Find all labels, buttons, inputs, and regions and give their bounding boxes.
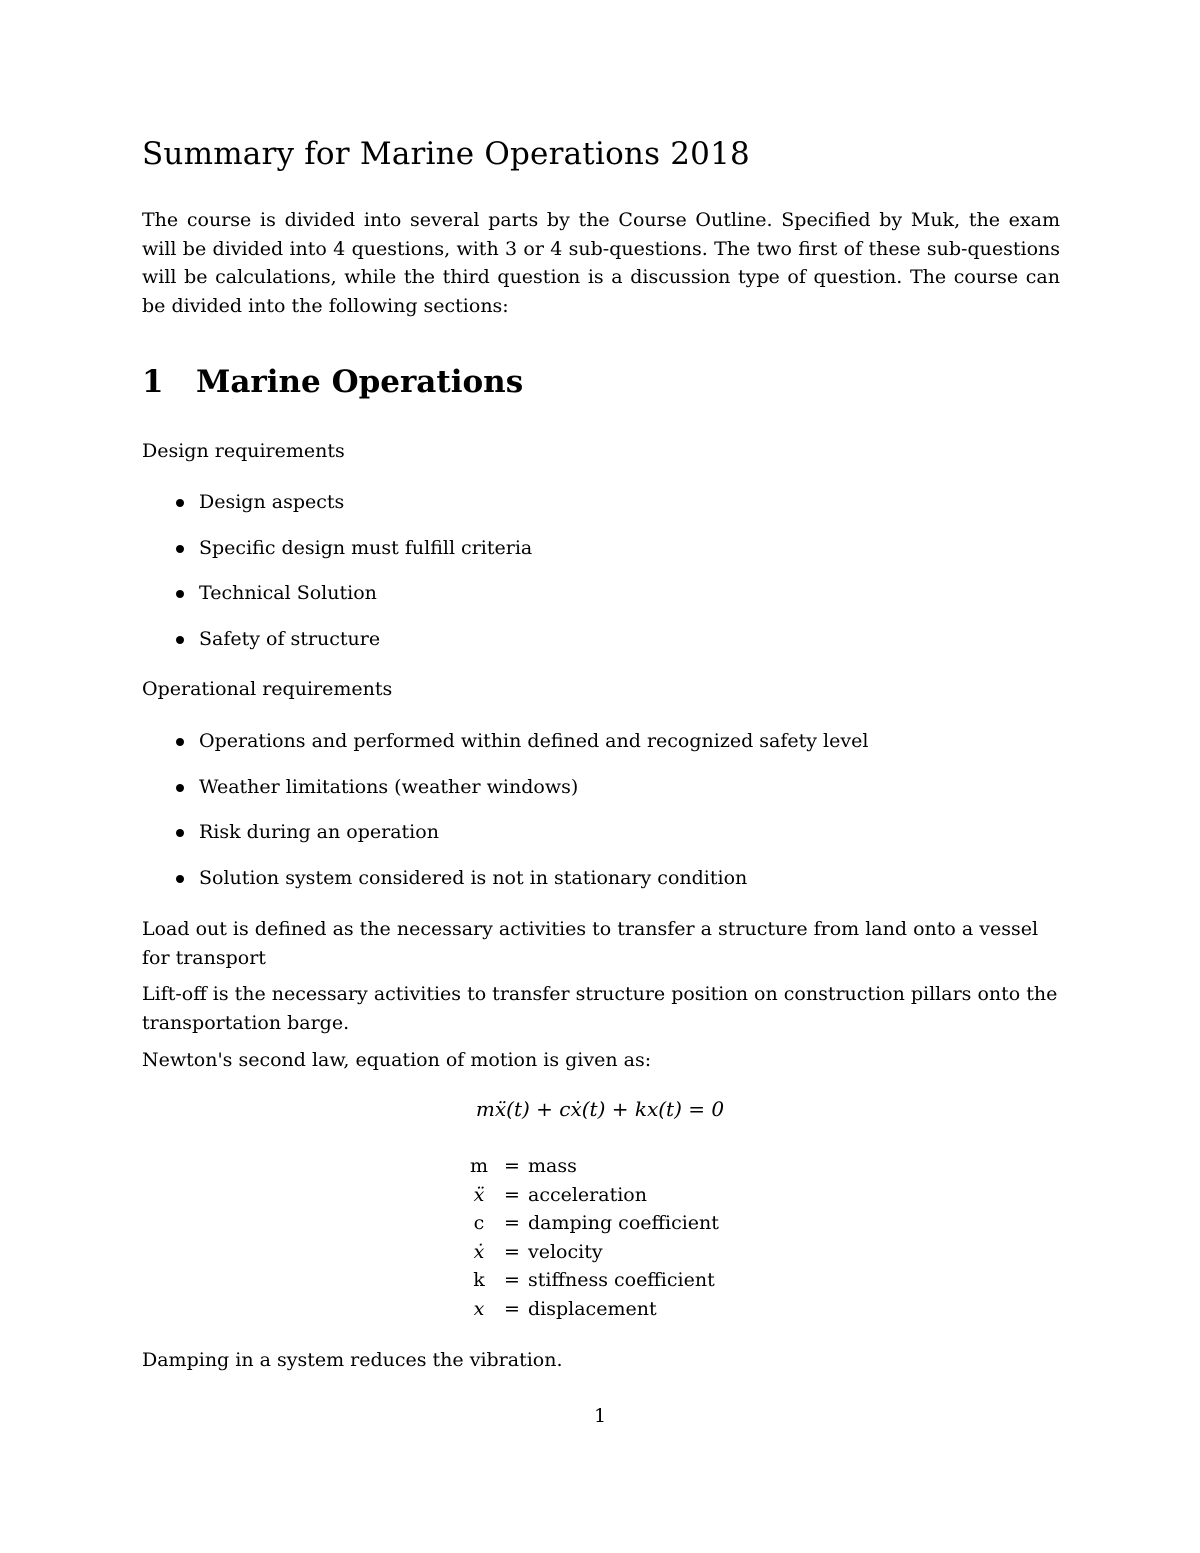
list-item	[142, 867, 868, 913]
newton-intro-paragraph: Newton's second law, equation of motion is given as:	[142, 1049, 652, 1071]
list-item-text: Solution system considered is not in stationary condition	[199, 866, 748, 889]
definition-symbol: ẍ	[473, 1183, 485, 1206]
definition-row	[462, 1181, 719, 1210]
list-item-text: Operations and performed within defined and recognized safety level	[199, 730, 869, 752]
definition-meaning: acceleration	[528, 1183, 647, 1206]
intro-paragraph: The course is divided into several parts by the Course Outline. Specified by Muk, the exam will be divided into 4 questions, with 3 or 4 sub-questions. The two first of these sub-questions will be calculations, while the third question is a discussion type of question. The course can be divided into the following sections:	[142, 209, 1060, 317]
load-out-paragraph: Load out is defined as the necessary activities to transfer a structure from land onto a vessel for transport	[142, 918, 1039, 969]
definition-equals: =	[504, 1269, 520, 1291]
document-title: Summary for Marine Operations 2018	[142, 136, 750, 172]
definition-symbol: c	[473, 1212, 485, 1234]
bullet-icon	[176, 738, 184, 746]
definition-meaning: stiffness coefficient	[528, 1269, 715, 1291]
list-item	[142, 582, 532, 628]
damping-note-paragraph: Damping in a system reduces the vibration.	[142, 1349, 563, 1371]
definition-meaning: mass	[528, 1155, 577, 1177]
definition-row	[462, 1295, 719, 1324]
lift-off-paragraph: Lift-off is the necessary activities to transfer structure position on construction pillars onto the transportation barge.	[142, 983, 1058, 1034]
definition-equals: =	[504, 1212, 520, 1234]
list-item-text: Weather limitations (weather windows)	[199, 775, 579, 798]
operational-requirements-list	[142, 730, 868, 912]
list-item-text: Technical Solution	[199, 582, 377, 604]
list-item-text: Safety of structure	[199, 627, 381, 650]
page-number: 1	[593, 1405, 607, 1427]
bullet-icon	[176, 636, 184, 644]
design-requirements-label: Design requirements	[142, 440, 345, 462]
list-item	[142, 730, 868, 776]
list-item	[142, 537, 532, 583]
bullet-icon	[176, 875, 184, 883]
definition-meaning: displacement	[528, 1297, 657, 1320]
definition-meaning: damping coefficient	[528, 1212, 719, 1234]
definition-equals: =	[504, 1297, 520, 1320]
equation-of-motion: mẍ(t) + cẋ(t) + kx(t) = 0	[475, 1097, 725, 1121]
bullet-icon	[176, 829, 184, 837]
operational-requirements-label: Operational requirements	[142, 678, 393, 700]
list-item	[142, 628, 532, 674]
definition-meaning: velocity	[528, 1240, 603, 1263]
bullet-icon	[176, 590, 184, 598]
list-item	[142, 491, 532, 537]
section-title: Marine Operations	[196, 364, 524, 400]
list-item	[142, 821, 868, 867]
definition-row	[462, 1209, 719, 1238]
bullet-icon	[176, 545, 184, 553]
list-item-text: Risk during an operation	[199, 821, 439, 843]
definition-symbol: m	[469, 1155, 489, 1177]
section-heading	[142, 364, 523, 400]
definition-row	[462, 1152, 719, 1181]
list-item-text: Specific design must fulfill criteria	[199, 536, 533, 559]
design-requirements-list	[142, 491, 532, 673]
definitions-table	[462, 1152, 719, 1323]
definition-symbol: ẋ	[473, 1240, 485, 1263]
definition-equals: =	[504, 1183, 520, 1206]
definition-symbol: x	[473, 1297, 485, 1320]
section-number: 1	[142, 364, 164, 400]
definition-symbol: k	[473, 1269, 485, 1291]
bullet-icon	[176, 499, 184, 507]
list-item-text: Design aspects	[199, 491, 345, 513]
definition-row	[462, 1238, 719, 1267]
bullet-icon	[176, 784, 184, 792]
definition-equals: =	[504, 1240, 520, 1263]
list-item	[142, 776, 868, 822]
definition-row	[462, 1266, 719, 1295]
definition-equals: =	[504, 1155, 520, 1177]
